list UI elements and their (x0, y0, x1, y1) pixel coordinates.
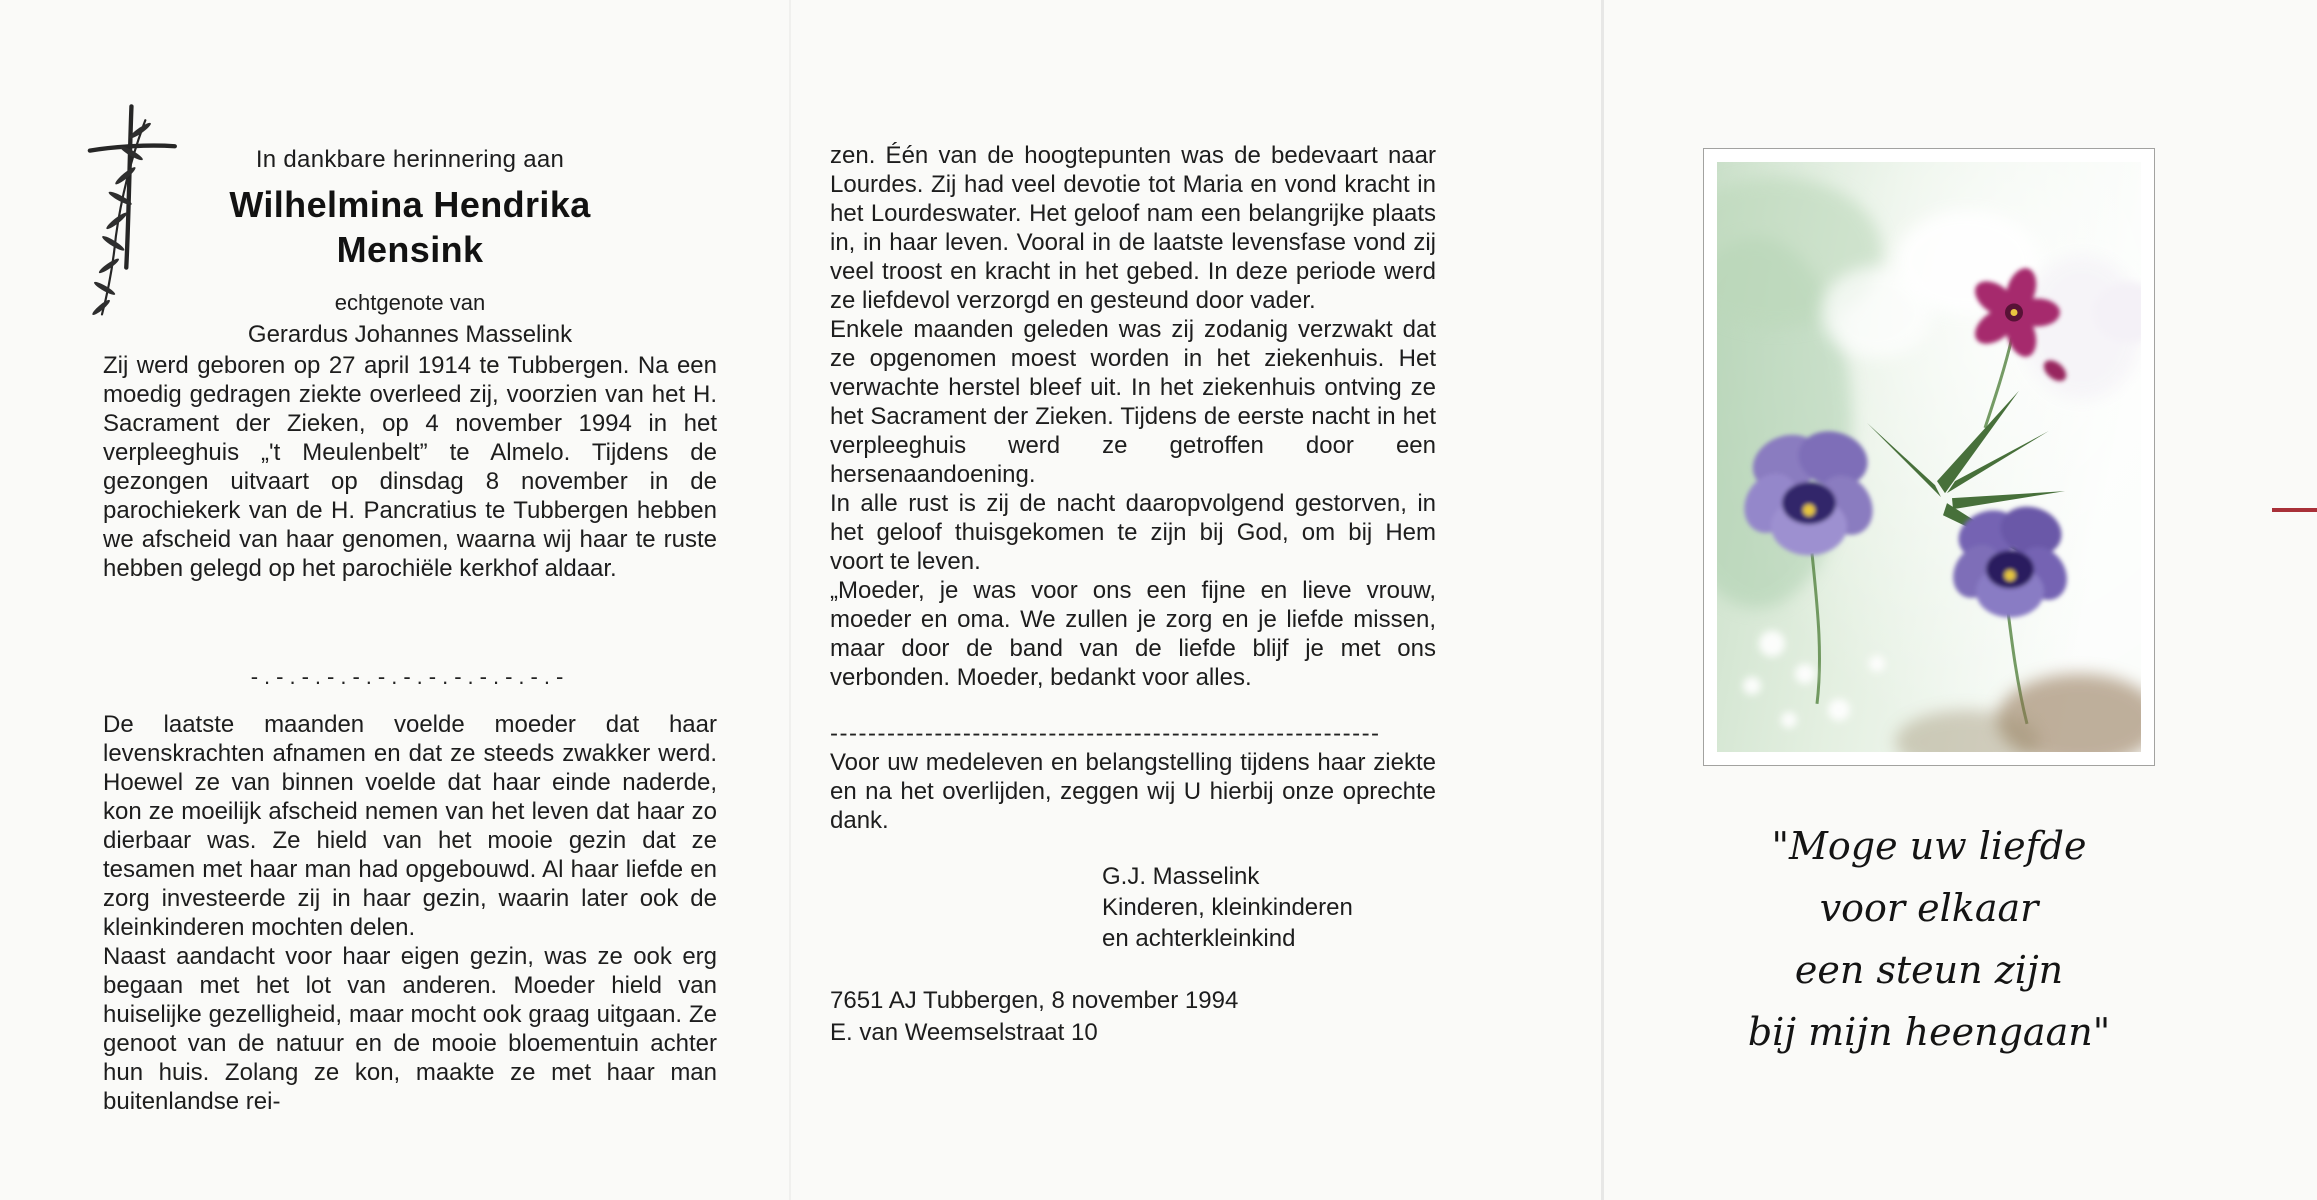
middle-paragraph-1: zen. Één van de hoogtepunten was de bedevaart naar Lourdes. Zij had veel devotie tot Maria en vond kracht in het Lourdeswater. Het geloof nam een belangrijke plaats in, in haar leven. Vooral in de laatste levensfase vond zij veel troost en kracht in het gebed. In deze periode werd ze liefdevol verzorgd en gesteund door vader. (830, 142, 1436, 314)
address-block (830, 985, 1436, 1049)
left-paragraph-block (103, 710, 717, 1116)
middle-paragraph-3: In alle rust is zij de nacht daaropvolgend gestorven, in het geloof thuisgekomen te zijn bij God, om bij Hem voort te leven. (830, 490, 1436, 575)
signature-line3: en achterkleinkind (1102, 925, 1296, 952)
farewell-quote-line2: voor elkaar (1819, 886, 2039, 930)
farewell-quote (1679, 815, 2179, 1063)
left-divider: -.-.-.-.-.-.-.-.-.-.-.-.- (250, 664, 570, 689)
deceased-name (103, 182, 717, 272)
left-paragraph-3: Naast aandacht voor haar eigen gezin, was ze ook erg begaan met het lot van anderen. Moeder hield van huiselijke gezelligheid, maar mocht ook graag uitgaan. Ze genoot van de natuur en de mooie bloementuin achter hun huis. Zolang ze kon, maakte ze met haar man buitenlandse rei- (103, 943, 717, 1115)
farewell-quote-line3: een steun zijn (1794, 948, 2064, 992)
signature-block (1102, 861, 1436, 954)
farewell-quote-line4: bij mijn heengaan" (1747, 1010, 2111, 1054)
address-line: E. van Weemselstraat 10 (830, 1019, 1098, 1046)
left-page-header (103, 146, 717, 349)
thanks-paragraph: Voor uw medeleven en belangstelling tijdens haar ziekte en na het overlijden, zeggen wij U hierbij onze oprechte dank. (830, 749, 1436, 834)
left-paragraph-1: Zij werd geboren op 27 april 1914 te Tubbergen. Na een moedig gedragen ziekte overleed zij, voorzien van het H. Sacrament der Zieken, op 4 november 1994 in het verpleeghuis „'t Meulenbelt” te Almelo. Tijdens de gezongen uitvaart op dinsdag 8 november in de parochiekerk van de H. Pancratius te Tubbergen hebben we afscheid van haar genomen, waarna wij haar te ruste hebben gelegd op het parochiële kerkhof aldaar. (103, 352, 717, 582)
deceased-name-line2: Mensink (336, 229, 484, 270)
middle-divider: ---------------------------------------------------------- (830, 720, 1381, 747)
middle-paragraph-2: Enkele maanden geleden was zij zodanig verzwakt dat ze opgenomen moest worden in het ziekenhuis. Het verwachte herstel bleef uit. In het ziekenhuis ontving ze het Sacrament der Zieken. Tijdens de eerste nacht in het verpleeghuis werd ze getroffen door een hersenaandoening. (830, 316, 1436, 488)
farewell-quote-line1: "Moge uw liefde (1771, 824, 2087, 868)
date-line: 7651 AJ Tubbergen, 8 november 1994 (830, 987, 1239, 1014)
left-paragraph-2: De laatste maanden voelde moeder dat haar levenskrachten afnamen en dat ze steeds zwakker werd. Hoewel ze van binnen voelde dat haar einde naderde, kon ze moeilijk afscheid nemen van het leven dat haar zo dierbaar was. Ze hield van het mooie gezin dat ze tesamen met haar man had opgebouwd. Al haar liefde en zorg investeerde zij in haar gezin, waarin later ook de kleinkinderen mochten delen. (103, 711, 717, 941)
scan-artifact-red-line (2272, 508, 2317, 512)
deceased-name-line1: Wilhelmina Hendrika (229, 184, 591, 225)
family-quote-paragraph: „Moeder, je was voor ons een fijne en lieve vrouw, moeder en oma. We zullen je zorg en je liefde missen, maar door de band van de liefde blijf je met ons verbonden. Moeder, bedankt voor alles. (830, 577, 1436, 691)
memorial-intro: In dankbare herinnering aan (255, 146, 565, 173)
signature-name: G.J. Masselink (1102, 863, 1260, 890)
photo-frame (1703, 148, 2155, 766)
fold-crease-left (789, 0, 791, 1200)
middle-page (830, 141, 1436, 1049)
spouse-name: Gerardus Johannes Masselink (247, 321, 573, 348)
signature-line2: Kinderen, kleinkinderen (1102, 894, 1353, 921)
fold-crease-right (1601, 0, 1604, 1200)
pansies-photo (1717, 162, 2141, 752)
spouse-label: echtgenote van (334, 290, 486, 315)
